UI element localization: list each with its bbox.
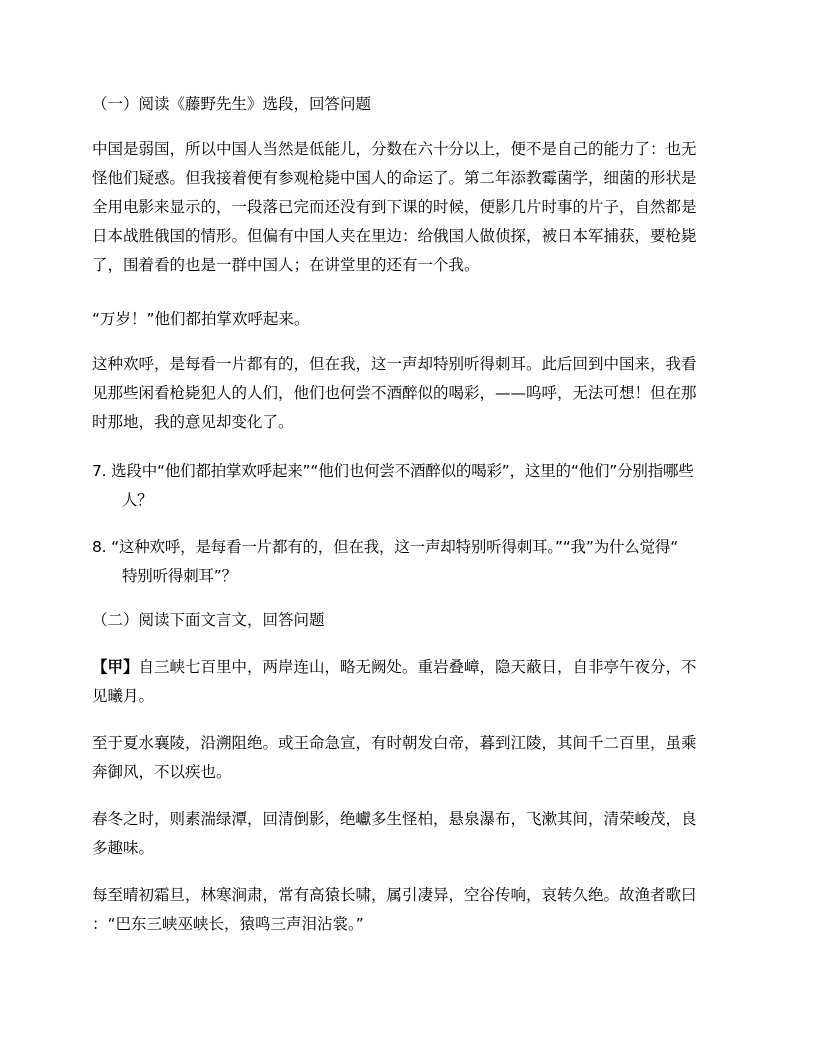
text-line: 日本战胜俄国的情形。但偏有中国人夹在里边：给俄国人做侦探，被日本军捕获，要枪毙: [92, 227, 697, 245]
section2-heading: （二）阅读下面文言文，回答问题: [92, 611, 325, 629]
question-8-line-2: 特别听得刺耳”？: [122, 567, 237, 585]
jia-label: 【甲】: [92, 658, 139, 676]
section2-paragraph-1: [92, 653, 732, 711]
question-8: [92, 533, 732, 591]
text-line: 了，围着看的也是一群中国人；在讲堂里的还有一个我。: [92, 256, 480, 274]
text-line: 春冬之时，则素湍绿潭，回清倒影，绝巘多生怪柏，悬泉瀑布，飞漱其间，清荣峻茂，良: [92, 810, 697, 828]
text-line: 怪他们疑惑。但我接着便有参观枪毙中国人的命运了。第二年添教霉菌学，细菌的形状是: [92, 169, 697, 187]
text-line: 全用电影来显示的，一段落已完而还没有到下课的时候，便影几片时事的片子，自然都是: [92, 198, 697, 216]
text-line: 见曦月。: [92, 687, 155, 705]
section2-paragraph-3: [92, 805, 732, 863]
section1-paragraph-3: [92, 350, 732, 437]
text-segment: 自三峡七百里中，两岸连山，略无阙处。重岩叠嶂，隐天蔽日，自非亭午夜分，不: [138, 658, 697, 676]
question-7-line-1: 7. 选段中“他们都拍掌欢呼起来”“他们也何尝不酒醉似的喝彩”，这里的“他们”分别指哪些: [92, 462, 694, 480]
text-line: 这种欢呼，是每看一片都有的，但在我，这一声却特别听得刺耳。此后回到中国来，我看: [92, 355, 697, 373]
section1-paragraph-1: [92, 135, 732, 280]
text-line: [92, 653, 732, 682]
question-7: [92, 457, 732, 515]
text-line: 至于夏水襄陵，沿溯阻绝。或王命急宣，有时朝发白帝，暮到江陵，其间千二百里，虽乘: [92, 734, 697, 752]
section2-paragraph-4: [92, 881, 732, 939]
text-line: 中国是弱国，所以中国人当然是低能儿，分数在六十分以上，便不是自己的能力了：也无: [92, 140, 697, 158]
text-line: 每至晴初霜旦，林寒涧肃，常有高猿长啸，属引凄异，空谷传响，哀转久绝。故渔者歌曰: [92, 886, 697, 904]
text-line: ：“巴东三峡巫峡长，猿鸣三声泪沾裳。”: [92, 915, 364, 933]
section1-heading: （一）阅读《藤野先生》选段，回答问题: [92, 95, 372, 113]
question-7-line-2: 人？: [122, 491, 153, 509]
text-line: 奔御风，不以疾也。: [92, 763, 232, 781]
text-line: 见那些闲看枪毙犯人的人们，他们也何尝不酒醉似的喝彩，——呜呼，无法可想！但在那: [92, 384, 697, 402]
section2-paragraph-2: [92, 729, 732, 787]
text-line: 时那地，我的意见却变化了。: [92, 413, 294, 431]
text-line: 多趣味。: [92, 839, 155, 857]
question-8-line-1: 8. “这种欢呼，是每看一片都有的，但在我，这一声却特别听得刺耳。”“我”为什么觉得“: [92, 538, 679, 556]
section1-paragraph-2: “万岁！”他们都拍掌欢呼起来。: [92, 310, 310, 328]
